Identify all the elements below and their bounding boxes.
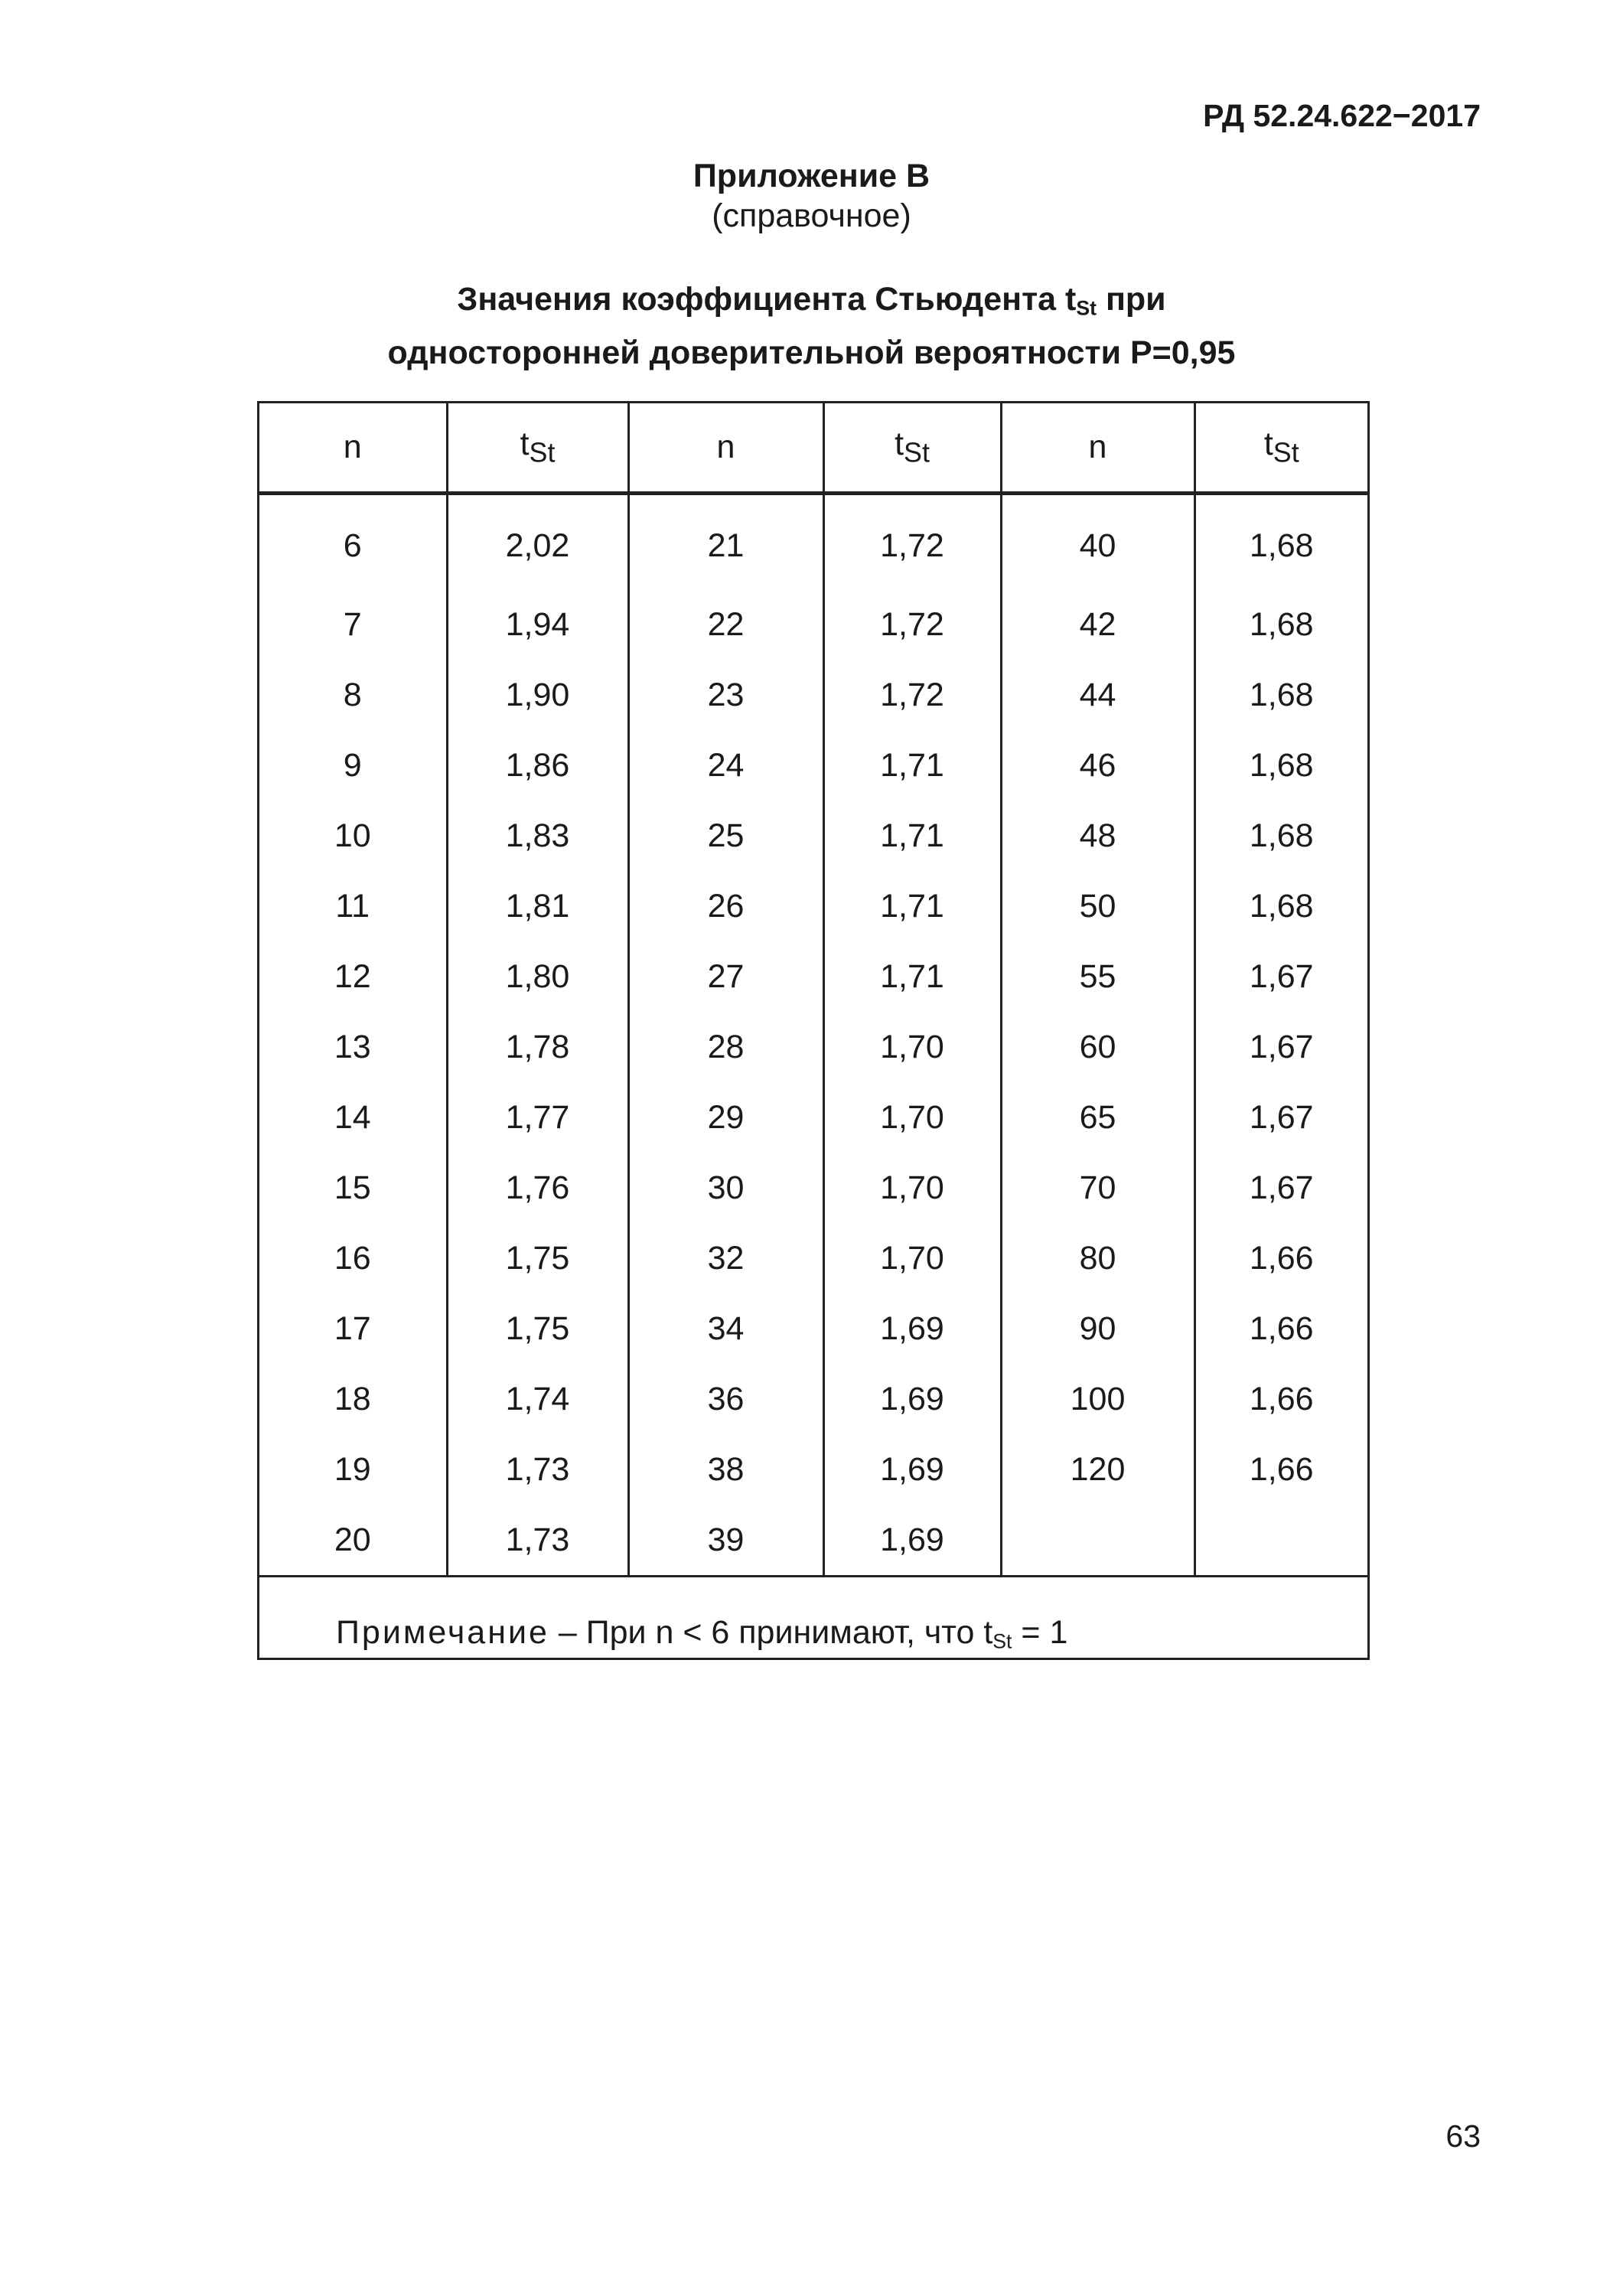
table-row (259, 941, 1367, 1012)
cell-n: 19 (259, 1434, 447, 1505)
table-row (259, 589, 1367, 660)
cell-n: 90 (1001, 1293, 1194, 1364)
cell-n: 18 (259, 1364, 447, 1434)
cell-t-st: 1,94 (447, 589, 628, 660)
cell-n: 39 (628, 1505, 823, 1577)
cell-t-st: 1,72 (823, 494, 1001, 590)
cell-n: 26 (628, 871, 823, 941)
cell-n: 27 (628, 941, 823, 1012)
cell-n: 42 (1001, 589, 1194, 660)
cell-t-st: 1,77 (447, 1082, 628, 1153)
column-header: $t_{St}$ (1194, 403, 1367, 494)
cell-t-st: 1,70 (823, 1082, 1001, 1153)
cell-n: 12 (259, 941, 447, 1012)
cell-n: 6 (259, 494, 447, 590)
cell-t-st: 1,73 (447, 1434, 628, 1505)
table-row (259, 871, 1367, 941)
cell-t-st: 1,68 (1249, 676, 1314, 713)
student-coefficient-table (257, 401, 1370, 1660)
cell-n (1001, 1505, 1194, 1577)
cell-t-st: 1,68 (1249, 887, 1314, 925)
table-header-row (259, 403, 1367, 494)
cell-n: 13 (259, 1012, 447, 1082)
cell-n: 80 (1001, 1223, 1194, 1293)
cell-n: 32 (628, 1223, 823, 1293)
cell-n: 70 (1001, 1153, 1194, 1223)
cell-n: 55 (1001, 941, 1194, 1012)
cell-t-st: 1,81 (447, 871, 628, 941)
cell-t-st: 1,74 (447, 1364, 628, 1434)
cell-n: 29 (628, 1082, 823, 1153)
cell-n: 50 (1001, 871, 1194, 941)
cell-t-st: 1,66 (1249, 1380, 1314, 1417)
caption-line-2: односторонней доверительной вероятности Р=0,95 (387, 334, 1236, 371)
cell-t-st: 1,68 (1249, 817, 1314, 854)
cell-n: 65 (1001, 1082, 1194, 1153)
table-row (259, 1012, 1367, 1082)
cell-n: 100 (1001, 1364, 1194, 1434)
cell-t-st: 1,68 (1249, 527, 1314, 564)
cell-t-st: 1,67 (1249, 1098, 1314, 1136)
cell-n: 34 (628, 1293, 823, 1364)
cell-t-st: 1,90 (447, 660, 628, 730)
table-note-row (259, 1577, 1367, 1691)
cell-n: 21 (628, 494, 823, 590)
cell-n: 44 (1001, 660, 1194, 730)
table-row (259, 494, 1367, 590)
cell-t-st: 1,66 (1249, 1450, 1314, 1488)
cell-t-st: 1,73 (447, 1505, 628, 1577)
cell-n: 15 (259, 1153, 447, 1223)
cell-n: 8 (259, 660, 447, 730)
cell-t-st: 1,68 (1249, 746, 1314, 784)
cell-n: 24 (628, 730, 823, 801)
table-row (259, 730, 1367, 801)
cell-n: 17 (259, 1293, 447, 1364)
cell-t-st: 1,66 (1249, 1309, 1314, 1347)
cell-t-st: 1,70 (823, 1153, 1001, 1223)
cell-t-st: 1,75 (447, 1293, 628, 1364)
cell-n: 38 (628, 1434, 823, 1505)
page-number: 63 (1445, 2118, 1481, 2154)
cell-n: 120 (1001, 1434, 1194, 1505)
column-header: n (628, 403, 823, 494)
cell-n: 9 (259, 730, 447, 801)
cell-t-st: 1,76 (447, 1153, 628, 1223)
note-label: Примечание (336, 1614, 549, 1652)
cell-n: 48 (1001, 801, 1194, 871)
cell-t-st: 1,86 (447, 730, 628, 801)
cell-t-st: 2,02 (447, 494, 628, 590)
appendix-heading (0, 156, 1623, 236)
table-row (259, 1082, 1367, 1153)
table-row (259, 1223, 1367, 1293)
cell-n: 28 (628, 1012, 823, 1082)
table-row (259, 1364, 1367, 1434)
cell-n: 20 (259, 1505, 447, 1577)
cell-t-st: 1,72 (823, 589, 1001, 660)
appendix-title: Приложение В (693, 158, 930, 194)
cell-t-st: 1,80 (447, 941, 628, 1012)
cell-n: 40 (1001, 494, 1194, 590)
cell-t-st: 1,71 (823, 941, 1001, 1012)
cell-n: 14 (259, 1082, 447, 1153)
cell-t-st: 1,69 (823, 1505, 1001, 1577)
cell-n: 60 (1001, 1012, 1194, 1082)
cell-n: 11 (259, 871, 447, 941)
table-row (259, 660, 1367, 730)
cell-n: 22 (628, 589, 823, 660)
cell-n: 36 (628, 1364, 823, 1434)
cell-n: 25 (628, 801, 823, 871)
table-row (259, 1434, 1367, 1505)
cell-t-st: 1,71 (823, 801, 1001, 871)
cell-t-st: 1,69 (823, 1293, 1001, 1364)
column-header: $t_{St}$ (823, 403, 1001, 494)
cell-t-st: 1,67 (1249, 957, 1314, 995)
cell-t-st: 1,71 (823, 871, 1001, 941)
table-caption (0, 277, 1623, 375)
cell-t-st: 1,71 (823, 730, 1001, 801)
table-row (259, 801, 1367, 871)
cell-t-st: 1,69 (823, 1364, 1001, 1434)
cell-t-st: 1,83 (447, 801, 628, 871)
cell-t-st: 1,78 (447, 1012, 628, 1082)
cell-t-st (1194, 1505, 1367, 1577)
cell-t-st: 1,75 (447, 1223, 628, 1293)
cell-t-st: 1,69 (823, 1434, 1001, 1505)
column-header: $t_{St}$ (447, 403, 628, 494)
cell-t-st: 1,67 (1249, 1028, 1314, 1065)
cell-n: 30 (628, 1153, 823, 1223)
cell-n: 10 (259, 801, 447, 871)
column-header: n (1001, 403, 1194, 494)
table-row (259, 1505, 1367, 1577)
cell-n: 16 (259, 1223, 447, 1293)
table-row (259, 1293, 1367, 1364)
cell-t-st: 1,70 (823, 1223, 1001, 1293)
cell-n: 46 (1001, 730, 1194, 801)
document-code: РД 52.24.622−2017 (1203, 98, 1481, 133)
cell-t-st: 1,72 (823, 660, 1001, 730)
column-header: n (259, 403, 447, 494)
cell-t-st: 1,66 (1249, 1239, 1314, 1277)
table-note: Примечание – При n < 6 принимают, что $t_{St} = 1$ (259, 1577, 1367, 1691)
cell-n: 23 (628, 660, 823, 730)
cell-t-st: 1,70 (823, 1012, 1001, 1082)
appendix-subtitle: (справочное) (712, 197, 911, 234)
cell-n: 7 (259, 589, 447, 660)
table-row (259, 1153, 1367, 1223)
cell-t-st: 1,68 (1249, 605, 1314, 643)
caption-line-1: Значения коэффициента Стьюдента $t_{St}$ при (457, 281, 1166, 320)
cell-t-st: 1,67 (1249, 1169, 1314, 1206)
